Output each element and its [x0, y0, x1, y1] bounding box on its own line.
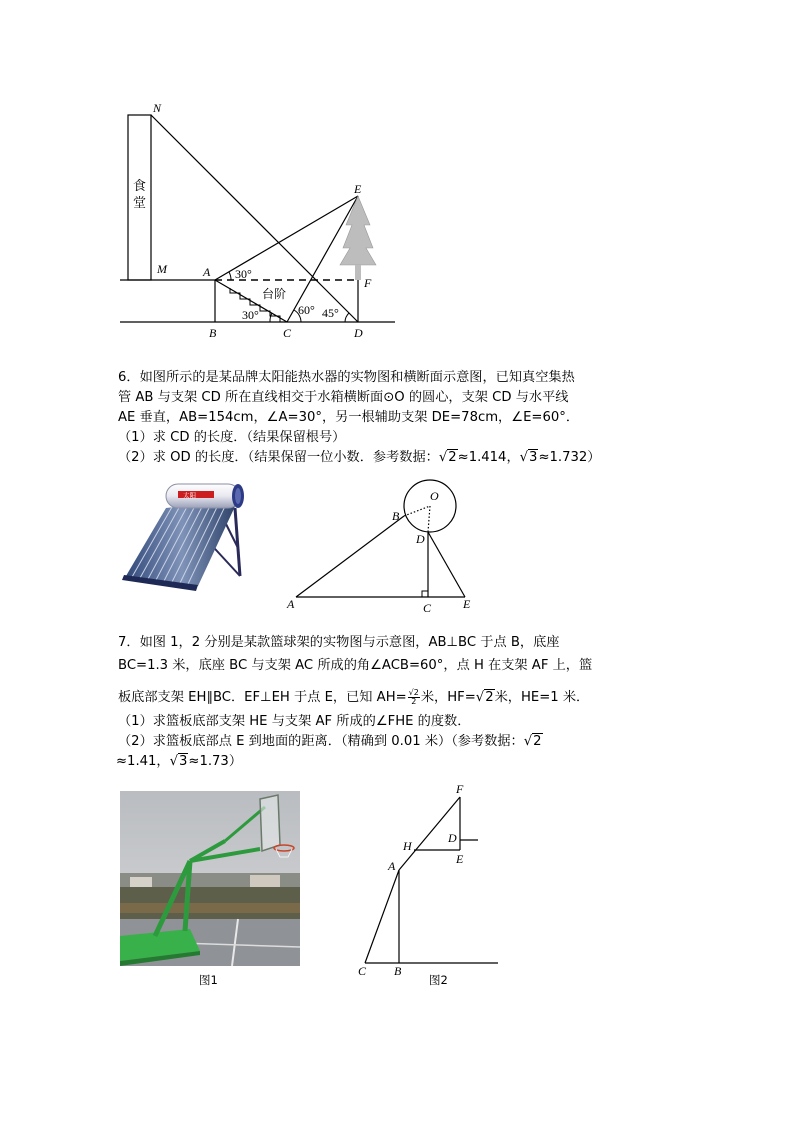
- angle-slope: 30°: [242, 308, 259, 322]
- label-c: C: [283, 326, 292, 340]
- q7-line-6: ≈1.41，√3≈1.73）: [116, 754, 243, 769]
- dotted-bo: [404, 506, 430, 516]
- caption-figure-2: 图2: [429, 973, 448, 987]
- support-ca: [365, 870, 399, 963]
- label-d: D: [354, 326, 363, 340]
- building-char-2: 堂: [133, 195, 147, 210]
- label-f: F: [364, 276, 372, 290]
- label-e: E: [354, 182, 362, 196]
- label-a: A: [388, 859, 396, 873]
- label-h: H: [403, 839, 412, 853]
- label-a: A: [287, 597, 295, 611]
- q6-line-4: （1）求 CD 的长度．（结果保留根号）: [118, 430, 346, 445]
- q7-line-2: BC=1.3 米，底座 BC 与支架 AC 所成的角∠ACB=60°，点 H 在支架 AF 上，篮: [118, 658, 593, 673]
- angle-d: 45°: [322, 306, 339, 320]
- dotted-od: [428, 506, 430, 532]
- q7-line-4: （1）求篮板底部支架 HE 与支架 AF 所成的∠FHE 的度数．: [118, 714, 471, 729]
- figure-canteen-tree: [0, 0, 794, 345]
- q6-line-3: AE 垂直，AB=154cm，∠A=30°，另一根辅助支架 DE=78cm，∠E=60°．: [118, 410, 580, 425]
- label-b: B: [392, 509, 400, 523]
- label-n: N: [153, 101, 162, 115]
- q6-line-1: 6．如图所示的是某品牌太阳能热水器的实物图和横断面示意图，已知真空集热: [118, 370, 575, 385]
- q7-line-1: 7．如图 1，2 分别是某款篮球架的实物图与示意图，AB⊥BC 于点 B，底座: [118, 635, 560, 650]
- label-c: C: [358, 964, 367, 978]
- question-6: [118, 368, 688, 468]
- basketball-stand-photo: [120, 791, 300, 966]
- caption-figure-1: 图1: [199, 973, 218, 987]
- label-f: F: [456, 782, 464, 796]
- label-m: M: [157, 262, 167, 276]
- q7-line-3: 板底部支架 EH∥BC．EF⊥EH 于点 E，已知 AH= $\frac{√2}{2}$ 米，HF=√2米，HE=1 米．: [118, 687, 590, 706]
- angle-a: 30°: [235, 267, 252, 281]
- label-e: E: [456, 852, 464, 866]
- tree-trunk: [355, 265, 361, 280]
- question-7: [118, 633, 688, 772]
- label-c: C: [423, 601, 432, 615]
- building-char-1: 食: [133, 178, 147, 193]
- label-a: A: [203, 265, 211, 279]
- line-nd: [151, 115, 358, 322]
- label-o: O: [430, 489, 439, 503]
- label-d: D: [416, 532, 425, 546]
- label-e: E: [463, 597, 471, 611]
- q6-line-2: 管 AB 与支架 CD 所在直线相交于水箱横断面⊙O 的圆心，支架 CD 与水平线: [118, 390, 569, 405]
- tube-ab: [296, 516, 404, 597]
- tree-icon: [340, 196, 376, 265]
- label-d: D: [448, 831, 457, 845]
- label-b: B: [394, 964, 402, 978]
- figure-solar-diagram: [280, 476, 480, 616]
- label-b: B: [209, 326, 217, 340]
- figure-basketball-diagram: [350, 780, 510, 990]
- q6-line-5: （2）求 OD 的长度．（结果保留一位小数．参考数据：√2≈1.414，√3≈1.732）: [118, 450, 601, 465]
- steps-label: 台阶: [262, 287, 287, 301]
- q7-line-5: （2）求篮板底部点 E 到地面的距离．（精确到 0.01 米）（参考数据：√2: [118, 734, 542, 749]
- heater-brand: 太阳: [183, 492, 196, 500]
- angle-c: 60°: [298, 303, 315, 317]
- support-de: [428, 532, 465, 597]
- solar-heater-image: [120, 478, 250, 603]
